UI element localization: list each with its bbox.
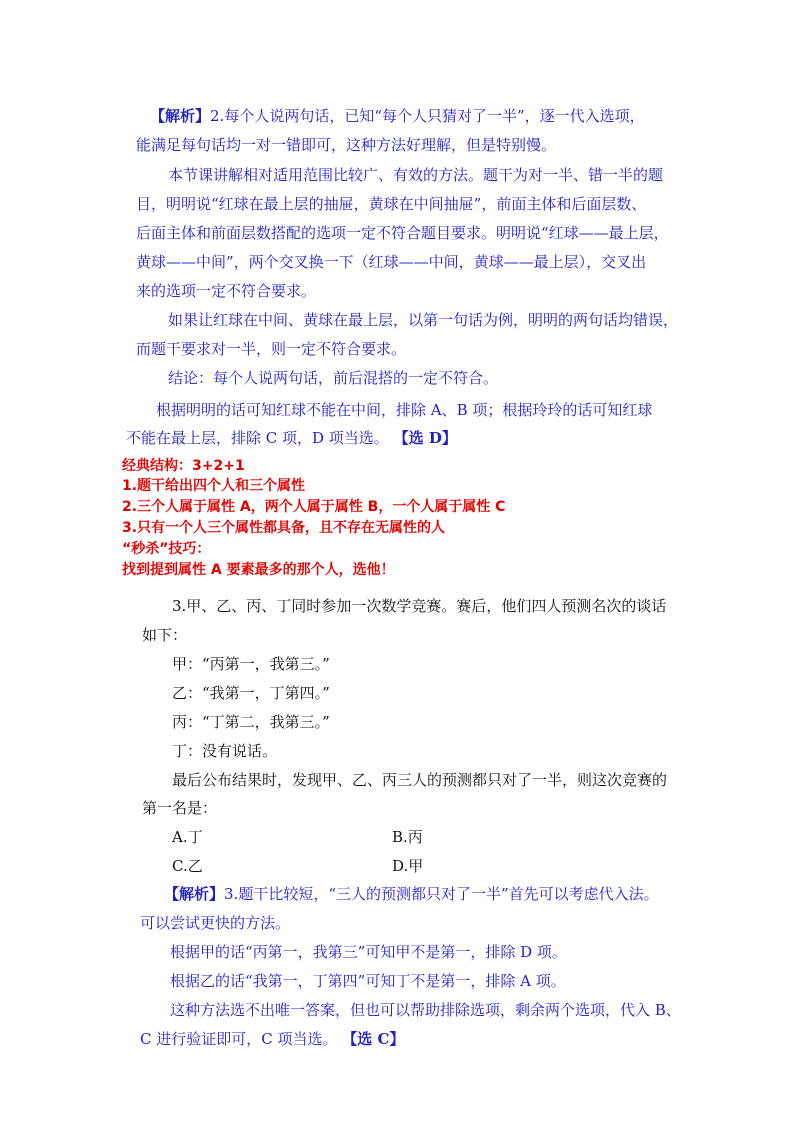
analysis2-line-3: 本节课讲解相对适用范围比较广、有效的方法。题干为对一半、错一半的题	[168, 166, 664, 184]
analysis3-line-6: C 进行验证即可，C 项当选。 【选 C】	[140, 1030, 405, 1048]
analysis2-line-5: 后面主体和前面层数搭配的选项一定不符合题目要求。明明说“红球——最上层，	[136, 224, 669, 242]
analysis3-line-2: 可以尝试更快的方法。	[140, 914, 291, 932]
analysis2-line-9: 而题干要求对一半，则一定不符合要求。	[136, 340, 407, 358]
option-c: C.乙	[172, 857, 203, 875]
tip-text: 找到提到属性 A 要素最多的那个人，选他！	[122, 562, 395, 578]
question3-stem-1: 3.甲、乙、丙、丁同时参加一次数学竞赛。赛后，他们四人预测名次的谈话	[172, 597, 667, 615]
note-item-2: 2.三个人属于属性 A，两个人属于属性 B，一个人属于属性 C	[122, 499, 506, 515]
tip-title: “秒杀”技巧：	[122, 541, 211, 557]
analysis2-line-10: 结论：每个人说两句话，前后混搭的一定不符合。	[168, 369, 499, 387]
analysis2-line-2: 能满足每句话均一对一错即可，这种方法好理解，但是特别慢。	[136, 136, 557, 154]
statement-jia: 甲：“丙第一，我第三。”	[172, 655, 330, 673]
statement-ding: 丁：没有说话。	[172, 742, 278, 760]
analysis3-line-3: 根据甲的话“丙第一，我第三”可知甲不是第一，排除 D 项。	[170, 943, 567, 961]
answer-tag: 【选 C】	[342, 1030, 405, 1048]
statement-yi: 乙：“我第一，丁第四。”	[172, 684, 330, 702]
statement-bing: 丙：“丁第二，我第三。”	[172, 713, 330, 731]
analysis3-line-5: 这种方法选不出唯一答案，但也可以帮助排除选项，剩余两个选项，代入 B、	[170, 1001, 681, 1019]
note-item-3: 3.只有一个人三个属性都具备，且不存在无属性的人	[122, 520, 446, 536]
analysis3-line-4: 根据乙的话“我第一，丁第四”可知丁不是第一，排除 A 项。	[170, 972, 566, 990]
option-d: D.甲	[392, 857, 424, 875]
analysis2-line-7: 来的选项一定不符合要求。	[136, 282, 317, 300]
analysis-tag: 【解析】	[164, 885, 225, 903]
analysis3-line-1: 【解析】3.题干比较短，“三人的预测都只对了一半”首先可以考虑代入法。	[164, 885, 659, 903]
analysis2-line-12: 不能在最上层，排除 C 项，D 项当选。 【选 D】	[126, 429, 457, 447]
analysis2-line-8: 如果让红球在中间、黄球在最上层，以第一句话为例，明明的两句话均错误，	[168, 311, 679, 329]
question3-ask-2: 第一名是：	[142, 799, 218, 817]
analysis-tag: 【解析】	[150, 107, 211, 125]
analysis2-line-4: 目，明明说“红球在最上层的抽屉，黄球在中间抽屉”，前面主体和后面层数、	[136, 195, 647, 213]
question3-ask-1: 最后公布结果时，发现甲、乙、丙三人的预测都只对了一半，则这次竞赛的	[172, 771, 668, 789]
question3-stem-2: 如下：	[142, 626, 188, 644]
note-item-1: 1.题干给出四个人和三个属性	[122, 478, 306, 494]
analysis2-line-11: 根据明明的话可知红球不能在中间，排除 A、B 项；根据玲玲的话可知红球	[156, 401, 653, 419]
analysis2-line-6: 黄球——中间”，两个交叉换一下（红球——中间，黄球——最上层），交叉出	[136, 253, 647, 271]
answer-tag: 【选 D】	[393, 429, 457, 447]
option-b: B.丙	[392, 828, 423, 846]
analysis2-line-1: 【解析】2.每个人说两句话，已知“每个人只猜对了一半”，逐一代入选项，	[150, 107, 645, 125]
option-a: A.丁	[172, 828, 203, 846]
classic-structure-title: 经典结构：3+2+1	[122, 458, 245, 474]
